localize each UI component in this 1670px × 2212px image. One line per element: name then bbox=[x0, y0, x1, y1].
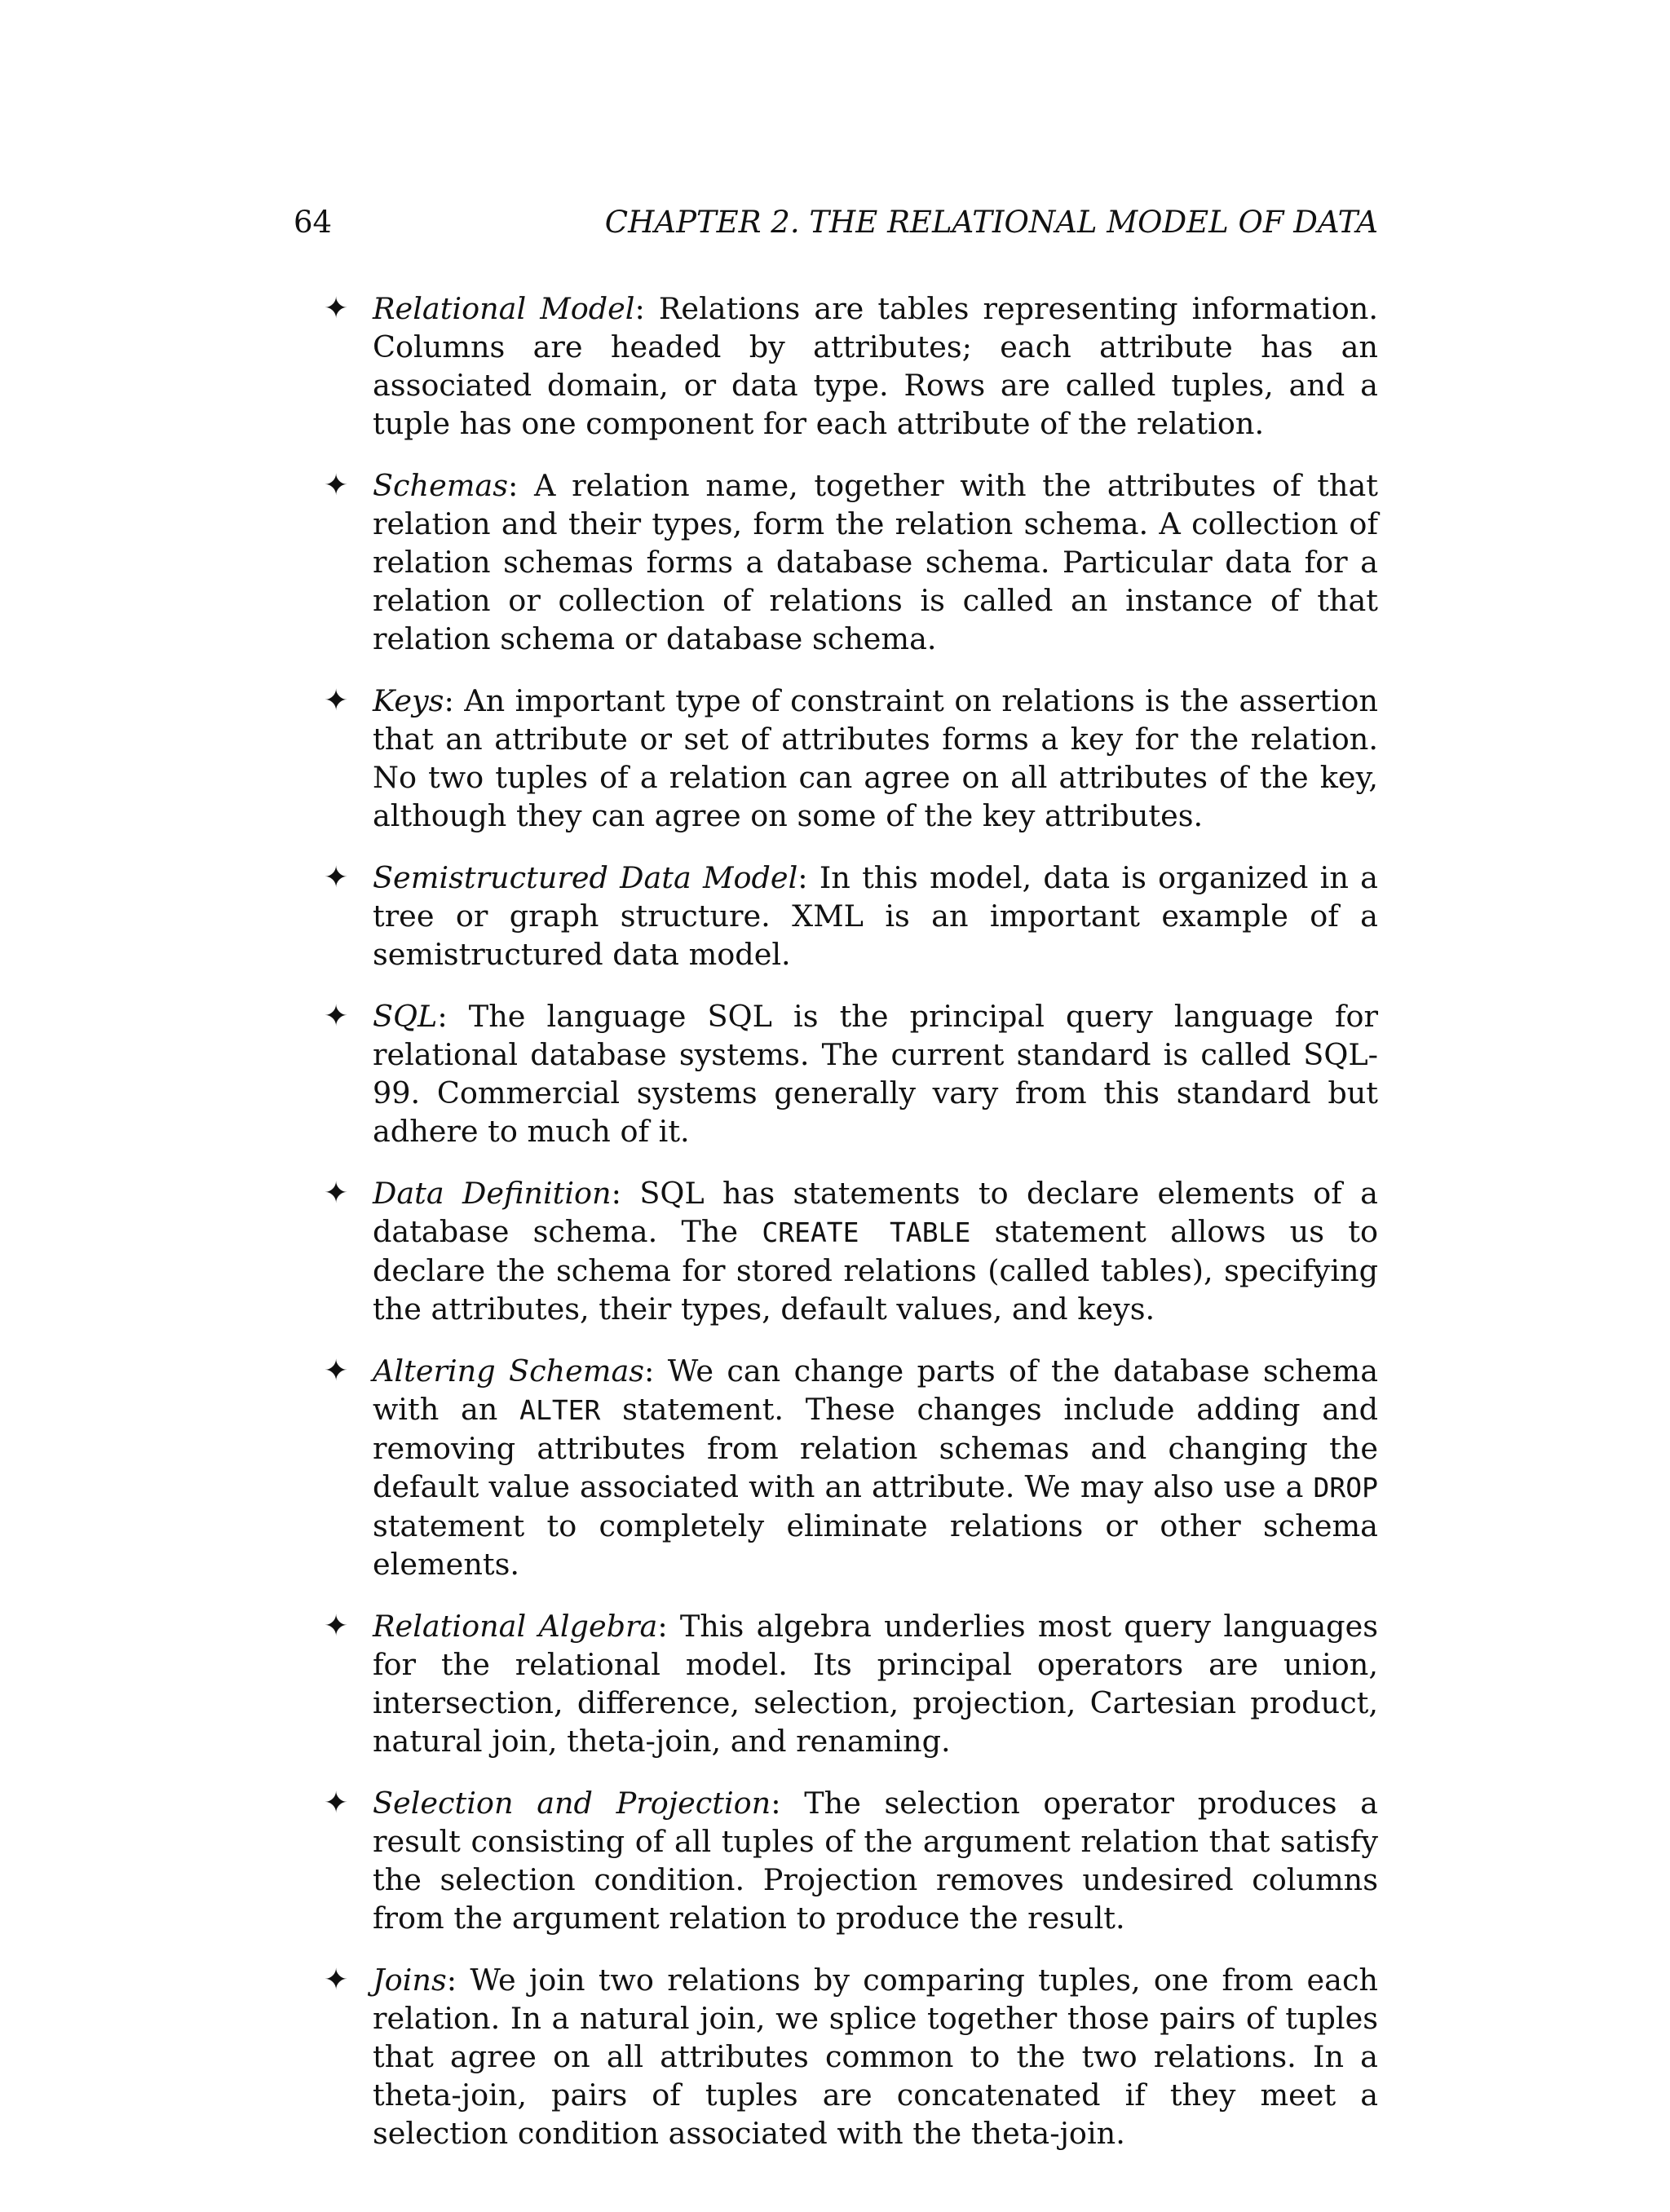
item-body: statement to completely eliminate relations or other schema elements. bbox=[373, 1508, 1378, 1582]
item-body: : The language SQL is the principal query language for relational database systems. The current standard is called SQL-99. Commercial systems generally vary from this standard but adhere to much of it. bbox=[373, 999, 1378, 1149]
diamond-bullet-icon: ✦ bbox=[324, 861, 349, 894]
item-body: : Relations are tables representing information. Columns are headed by attributes; each attribute has an associated domain, or data type. Rows are called tuples, and a tuple has one component for each attribute of the relation. bbox=[373, 291, 1378, 441]
item-text bbox=[373, 466, 1378, 658]
diamond-bullet-icon: ✦ bbox=[324, 1354, 349, 1388]
item-text bbox=[373, 1784, 1378, 1937]
item-term: Selection and Projection bbox=[373, 1786, 771, 1821]
item-term: Joins bbox=[373, 1963, 447, 1998]
summary-item-altering-schemas bbox=[294, 1352, 1378, 1583]
item-body: statement allows us to declare the schema for stored relations (called tables), specifying the attributes, their types, default values, and keys. bbox=[373, 1214, 1378, 1327]
item-body: : We can change parts of the database schema with an bbox=[373, 1353, 1379, 1427]
diamond-bullet-icon: ✦ bbox=[324, 1000, 349, 1033]
summary-item-relational-model bbox=[294, 289, 1378, 443]
summary-item-sql bbox=[294, 997, 1378, 1150]
summary-list bbox=[294, 289, 1378, 2176]
item-term: Relational Model bbox=[373, 291, 635, 326]
item-body: : We join two relations by comparing tuples, one from each relation. In a natural join, we splice together those pairs of tuples that agree on all attributes common to the two relations. In a theta-join, pairs of tuples are concatenated if they meet a selection condition associated with the theta-join. bbox=[373, 1963, 1378, 2151]
item-text bbox=[373, 1174, 1378, 1328]
item-body: : The selection operator produces a result consisting of all tuples of the argument relation that satisfy the selection condition. Projection removes undesired columns from the argument relation to produce the result. bbox=[373, 1786, 1378, 1936]
item-term: Semistructured Data Model bbox=[373, 860, 798, 895]
item-body: : In this model, data is organized in a tree or graph structure. XML is an important example of a semistructured data model. bbox=[373, 860, 1378, 972]
item-term: Keys bbox=[373, 683, 444, 718]
item-text bbox=[373, 859, 1378, 974]
diamond-bullet-icon: ✦ bbox=[324, 1963, 349, 1997]
item-body: : An important type of constraint on relations is the assertion that an attribute or set of attributes forms a key for the relation. No two tuples of a relation can agree on all attributes of the key, although they can agree on some of the key attributes. bbox=[373, 683, 1378, 833]
page-number: 64 bbox=[294, 205, 333, 240]
page-header bbox=[294, 202, 1378, 243]
summary-item-relational-algebra bbox=[294, 1607, 1378, 1760]
summary-item-schemas bbox=[294, 466, 1378, 658]
code-keyword: DROP bbox=[1313, 1472, 1378, 1503]
item-term: Altering Schemas bbox=[373, 1353, 645, 1389]
item-term: Schemas bbox=[373, 468, 509, 503]
item-body: : A relation name, together with the attributes of that relation and their types, form the relation schema. A collection of relation schemas forms a database schema. Particular data for a relation or collection of relations is called an instance of that relation schema or database schema. bbox=[373, 468, 1378, 656]
item-term: Relational Algebra bbox=[373, 1609, 658, 1644]
item-text bbox=[373, 289, 1378, 443]
code-keyword: ALTER bbox=[519, 1394, 601, 1426]
summary-item-joins bbox=[294, 1961, 1378, 2152]
code-keyword: CREATE TABLE bbox=[762, 1216, 971, 1248]
summary-item-selection-and-projection bbox=[294, 1784, 1378, 1937]
item-text bbox=[373, 1961, 1378, 2152]
item-term: Data Definition bbox=[373, 1176, 612, 1211]
summary-item-semistructured-data-model bbox=[294, 859, 1378, 974]
item-term: SQL bbox=[373, 999, 438, 1034]
item-body: : This algebra underlies most query languages for the relational model. Its principal operators are union, intersection, difference, selection, projection, Cartesian product, natural join, theta-join, and renaming. bbox=[373, 1609, 1378, 1759]
diamond-bullet-icon: ✦ bbox=[324, 1609, 349, 1643]
diamond-bullet-icon: ✦ bbox=[324, 1786, 349, 1820]
item-text bbox=[373, 1352, 1378, 1583]
running-head: CHAPTER 2. THE RELATIONAL MODEL OF DATA bbox=[604, 205, 1378, 240]
diamond-bullet-icon: ✦ bbox=[324, 684, 349, 717]
item-text bbox=[373, 1607, 1378, 1760]
diamond-bullet-icon: ✦ bbox=[324, 1177, 349, 1210]
diamond-bullet-icon: ✦ bbox=[324, 292, 349, 325]
item-text bbox=[373, 682, 1378, 835]
item-body: : SQL has statements to declare elements of a database schema. The bbox=[373, 1176, 1378, 1249]
diamond-bullet-icon: ✦ bbox=[324, 469, 349, 502]
item-body: statement. These changes include adding and removing attributes from relation schemas and changing the default value associated with an attribute. We may also use a bbox=[373, 1392, 1378, 1504]
summary-item-data-definition bbox=[294, 1174, 1378, 1328]
summary-item-keys bbox=[294, 682, 1378, 835]
item-text bbox=[373, 997, 1378, 1150]
